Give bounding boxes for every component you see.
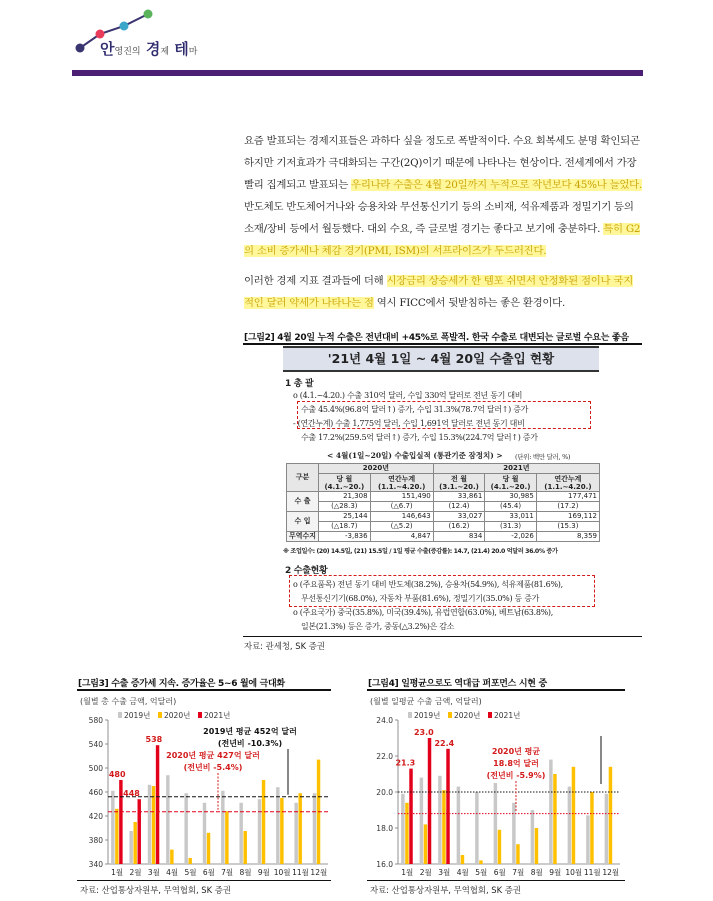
legend-label: 2021년 xyxy=(204,711,231,720)
table-cell: 33,011 xyxy=(485,512,537,522)
table-header: 2020년 xyxy=(319,464,434,474)
table-caption: < 4월(1일~20일) 수출입실적 (통관기준 잠정치) > xyxy=(327,451,503,460)
x-tick-label: 5월 xyxy=(475,868,488,877)
bar-2020년 xyxy=(535,828,538,864)
annotation-2019: (전년비 -10.3%) xyxy=(217,739,283,748)
figure4-subtitle: (월별 일평균 수출 금액, 억달러) xyxy=(370,697,482,706)
detail-line: o (주요국가) 중국(35.8%), 미국(39.4%), 유럽연합(63.0%), 베트남(63.8%), xyxy=(293,608,553,617)
detail-line: o (주요품목) 전년 동기 대비 반도체(38.2%), 승용차(54.9%), 석유제품(81.6%), xyxy=(293,580,563,589)
bar-2020년 xyxy=(133,822,136,864)
bar-2019년 xyxy=(494,783,497,864)
bar-2020년 xyxy=(609,767,612,864)
summary-line: 수출 17.2%(259.5억 달러↑) 증가, 수입 15.3%(224.7억 달러↑) 증가 xyxy=(301,433,538,442)
figure2-rule xyxy=(243,343,642,345)
table-cell: (31.3) xyxy=(485,522,537,532)
annotation-2020: 2020년 평균 xyxy=(491,747,541,756)
table-header: 당 월 (4.1.~20.) xyxy=(319,474,371,492)
table-cell: 21,308 xyxy=(319,492,371,502)
figure4-rule xyxy=(367,689,625,691)
y-tick-label: 18.0 xyxy=(376,824,393,833)
table-cell: 177,471 xyxy=(536,492,599,502)
table-cell: (△5.2) xyxy=(370,522,433,532)
bar-2020년 xyxy=(262,780,265,864)
legend-label: 2021년 xyxy=(494,711,521,720)
x-tick-label: 12월 xyxy=(310,868,328,877)
y-tick-label: 580 xyxy=(88,716,103,725)
x-tick-label: 10월 xyxy=(273,868,291,877)
data-label: 448 xyxy=(123,789,140,799)
bar-2019년 xyxy=(166,775,169,864)
bar-2020년 xyxy=(243,831,246,864)
figure4-bottom-rule xyxy=(367,880,625,881)
bar-2021년 xyxy=(119,780,122,864)
y-tick-label: 24.0 xyxy=(376,716,393,725)
bar-2021년 xyxy=(138,799,141,864)
paragraph-2: 이러한 경제 지표 결과들에 더해 시장금리 상승세가 한 템포 쉬면서 안정화된 점이나 국지적인 달러 약세가 나타나는 점 역시 FICC에서 뒷받침하는 좋은 환경이다. xyxy=(244,275,633,309)
bar-2021년 xyxy=(156,745,159,864)
bar-2019년 xyxy=(401,794,404,864)
y-tick-label: 22.0 xyxy=(376,752,393,761)
y-tick-label: 460 xyxy=(88,788,103,797)
data-label: 538 xyxy=(145,735,163,745)
y-tick-label: 16.0 xyxy=(376,860,393,869)
highlight-text: 우리나라 수출은 4월 20일까지 누적으로 작년보다 45%나 늘었다. xyxy=(351,179,642,191)
bar-2019년 xyxy=(420,778,423,864)
table-cell: 33,027 xyxy=(433,512,485,522)
table-header: 연간누계 (1.1.~4.20.) xyxy=(370,474,433,492)
table-cell: (△18.7) xyxy=(319,522,371,532)
table-header: 당 월 (4.1.~20.) xyxy=(485,474,537,492)
bar-2019년 xyxy=(549,760,552,864)
detail-line: 일본(21.3%) 등은 증가, 중동(△3.2%)은 감소 xyxy=(301,622,455,631)
figure3-title: [그림3] 수출 증가세 지속. 증가율은 5~6 월에 극대화 xyxy=(78,679,285,689)
figure3-chart xyxy=(78,708,334,880)
bar-2020년 xyxy=(152,786,155,864)
table-cell: 수 입 xyxy=(287,512,319,532)
annotation-2020: 2020년 평균 427억 달러 xyxy=(166,751,260,760)
table-cell: 151,490 xyxy=(370,492,433,502)
panel-title: '21년 4월 1일 ~ 4월 20일 수출입 현황 xyxy=(283,346,599,372)
logo-dot-icon xyxy=(76,44,85,53)
x-tick-label: 2월 xyxy=(129,868,142,877)
bar-2020년 xyxy=(207,833,210,864)
bar-2020년 xyxy=(188,858,191,864)
annotation-arrow-fig4 xyxy=(596,736,606,786)
bar-2020년 xyxy=(424,824,427,864)
annotation-2020: (전년비 -5.9%) xyxy=(486,771,546,780)
bar-2020년 xyxy=(280,798,283,864)
bar-2019년 xyxy=(111,791,114,864)
table-row xyxy=(287,512,600,522)
annotation-2020: (전년비 -5.4%) xyxy=(183,763,243,772)
legend-swatch xyxy=(448,712,452,718)
x-tick-label: 2월 xyxy=(419,868,432,877)
table-cell: 무역수지 xyxy=(287,532,319,542)
figure3-bottom-rule xyxy=(77,880,331,881)
table-cell: 33,861 xyxy=(433,492,485,502)
table-cell: -3,836 xyxy=(319,532,371,542)
figure3-source: 자료: 산업통상자원부, 무역협회, SK 증권 xyxy=(80,885,231,895)
table-cell: 4,847 xyxy=(370,532,433,542)
figure4-source: 자료: 산업통상자원부, 무역협회, SK 증권 xyxy=(370,885,521,895)
x-tick-label: 9월 xyxy=(549,868,562,877)
x-tick-label: 6월 xyxy=(202,868,215,877)
red-dashed-box xyxy=(297,401,591,429)
summary-line: 수출 45.4%(96.8억 달러↑) 증가, 수입 31.3%(78.7억 달러↑) 증가 xyxy=(301,405,529,414)
table-cell: 25,144 xyxy=(319,512,371,522)
bar-2019년 xyxy=(184,793,187,864)
annotation-2019: 2019년 평균 452억 달러 xyxy=(203,727,297,736)
table-header: 구분 xyxy=(287,464,319,492)
bar-2020년 xyxy=(442,790,445,864)
table-cell: -2,026 xyxy=(485,532,537,542)
x-tick-label: 8월 xyxy=(239,868,252,877)
export-table xyxy=(286,463,600,542)
bar-2020년 xyxy=(461,855,464,864)
bar-2019년 xyxy=(586,815,589,864)
table-cell: 146,643 xyxy=(370,512,433,522)
x-tick-label: 3월 xyxy=(147,868,160,877)
bar-2019년 xyxy=(531,810,534,864)
x-tick-label: 5월 xyxy=(184,868,197,877)
table-cell: (17.2) xyxy=(536,502,599,512)
summary-line: o (4.1.~4.20.) 수출 310억 달러, 수입 330억 달러로 전년 동기 대비 xyxy=(293,391,523,400)
table-row xyxy=(287,492,600,502)
bar-2020년 xyxy=(298,793,301,864)
data-label: 480 xyxy=(108,770,126,779)
bar-2020년 xyxy=(225,811,228,864)
bar-2021년 xyxy=(446,749,449,864)
x-tick-label: 9월 xyxy=(257,868,270,877)
table-cell: 30,985 xyxy=(485,492,537,502)
annotation-2020: 18.8억 달러 xyxy=(493,759,539,768)
table-cell: (16.2) xyxy=(433,522,485,532)
y-tick-label: 20.0 xyxy=(376,788,393,797)
highlight-text: 시장금리 상승세가 한 템포 쉬면서 안정화된 점이나 국지적인 달러 약세가 나타나는 점 xyxy=(244,275,633,309)
bar-2020년 xyxy=(553,774,556,864)
table-row xyxy=(287,522,600,532)
bar-2019년 xyxy=(313,793,316,864)
table-footnote: ※ 조업일수: (20) 14.5일, (21) 15.5일 / 1일 평균 수출(증감률): 14.7, (21.4) 20.0 억달러 36.0% 증가 xyxy=(283,548,558,555)
figure2-source: 자료: 관세청, SK 증권 xyxy=(244,641,325,651)
table-cell: 169,112 xyxy=(536,512,599,522)
table-cell: (45.4) xyxy=(485,502,537,512)
legend-label: 2020년 xyxy=(454,711,481,720)
header-bar xyxy=(72,70,643,76)
table-row xyxy=(287,502,600,512)
highlight-text: 특히 G2 의 소비 증가세나 체감 경기(PMI, ISM)의 서프라이즈가 두드러진다. xyxy=(244,223,641,257)
logo-text: 안영진의 경제 테마 xyxy=(100,40,198,58)
logo-dot-icon xyxy=(144,10,153,19)
figure3-subtitle: (월별 총 수출 금액, 억달러) xyxy=(80,697,177,706)
table-cell: (12.4) xyxy=(433,502,485,512)
bar-2019년 xyxy=(129,831,132,864)
table-cell: 수 출 xyxy=(287,492,319,512)
data-label: 21.3 xyxy=(395,758,416,768)
x-tick-label: 11월 xyxy=(292,868,309,877)
legend-swatch xyxy=(488,712,492,718)
bar-2020년 xyxy=(115,809,118,864)
figure4-chart xyxy=(366,708,626,880)
bar-2020년 xyxy=(516,844,519,864)
figure2-title: [그림2] 4월 20일 누적 수출은 전년대비 +45%로 폭발적. 한국 수출로 대변되는 글로벌 수요는 좋음 xyxy=(244,333,629,343)
table-header: 연간누계 (1.1.~4.20.) xyxy=(536,474,599,492)
bar-2019년 xyxy=(605,794,608,864)
bar-2021년 xyxy=(428,738,431,864)
y-tick-label: 500 xyxy=(88,764,103,773)
x-tick-label: 3월 xyxy=(438,868,451,877)
bar-2020년 xyxy=(590,792,593,864)
red-dashed-box xyxy=(289,575,595,607)
table-cell: (△6.7) xyxy=(370,502,433,512)
table-cell: 834 xyxy=(433,532,485,542)
x-tick-label: 8월 xyxy=(530,868,543,877)
figure2-bottom-rule xyxy=(243,636,642,637)
bar-2019년 xyxy=(258,799,261,864)
legend-swatch xyxy=(198,712,202,718)
table-unit: (단위: 백만 달러, %) xyxy=(515,453,571,461)
bar-2020년 xyxy=(479,860,482,864)
section-heading: 2 수출현황 xyxy=(285,566,328,576)
bar-2019년 xyxy=(457,787,460,864)
bar-2020년 xyxy=(405,803,408,864)
x-tick-label: 7월 xyxy=(221,868,234,877)
bar-2019년 xyxy=(512,803,515,864)
table-header: 전 월 (3.1.~20.) xyxy=(433,474,485,492)
legend-swatch xyxy=(118,712,122,718)
bar-2019년 xyxy=(276,787,279,864)
y-tick-label: 380 xyxy=(88,836,103,845)
table-cell: (15.3) xyxy=(536,522,599,532)
bar-2019년 xyxy=(438,776,441,864)
table-cell: 8,359 xyxy=(536,532,599,542)
x-tick-label: 11월 xyxy=(583,868,601,877)
paragraph-1: 요즘 발표되는 경제지표들은 과하다 싶을 정도로 폭발적이다. 수요 회복세도 분명 확인되곤 하지만 기저효과가 극대화되는 구간(2Q)이기 때문에 나타나는 현상이다. 전세계에서 가장 빨리 집계되고 발표되는 우리나라 수출은 4월 20일까지 누적으로 작년보다 45%나 늘었다. 반도체도 반도체어거나와 승용차와 무선통신기기 등의 소비재, 석유제품과 정밀기기 등의 소재/장비 등에서 월등했다. 대외 수요, 즉 글로벌 경기는 좋다고 보기에 충분하다. 특히 G2 의 소비 증가세나 체감 경기(PMI, ISM)의 서프라이즈가 두드러진다. xyxy=(244,135,642,257)
bar-2019년 xyxy=(475,792,478,864)
summary-line: - (연간누계) 수출 1,775억 달러, 수입 1,691억 달러로 전년 동기 대비 xyxy=(293,419,525,428)
x-tick-label: 6월 xyxy=(493,868,506,877)
table-cell: (△28.3) xyxy=(319,502,371,512)
x-tick-label: 1월 xyxy=(401,868,414,877)
logo-dot-icon xyxy=(120,22,129,31)
bar-2020년 xyxy=(572,767,575,864)
x-tick-label: 4월 xyxy=(456,868,469,877)
bar-2019년 xyxy=(221,791,224,864)
figure2-panel xyxy=(283,346,599,634)
x-tick-label: 7월 xyxy=(512,868,525,877)
detail-line: 무선통신기기(68.0%), 자동차 부품(81.6%), 정밀기기(35.0%) 등 증가 xyxy=(301,594,540,603)
legend-label: 2019년 xyxy=(414,711,441,720)
y-tick-label: 420 xyxy=(88,812,103,821)
legend-swatch xyxy=(408,712,412,718)
x-tick-label: 12월 xyxy=(602,868,620,877)
bar-2021년 xyxy=(409,769,412,864)
section-heading: 1 총 괄 xyxy=(285,379,314,389)
legend-swatch xyxy=(158,712,162,718)
bar-2020년 xyxy=(498,830,501,864)
legend-label: 2020년 xyxy=(164,711,191,720)
x-tick-label: 1월 xyxy=(111,868,124,877)
data-label: 23.0 xyxy=(413,728,434,737)
data-label: 22.4 xyxy=(434,738,455,748)
x-tick-label: 4월 xyxy=(166,868,179,877)
figure4-title: [그림4] 일평균으로도 역대급 퍼포먼스 시현 중 xyxy=(368,679,547,689)
table-header: 2021년 xyxy=(433,464,599,474)
y-tick-label: 340 xyxy=(88,860,103,869)
bar-2019년 xyxy=(568,787,571,864)
legend-label: 2019년 xyxy=(124,711,151,720)
x-tick-label: 10월 xyxy=(565,868,583,877)
figure3-rule xyxy=(77,689,331,691)
table-row xyxy=(287,532,600,542)
y-tick-label: 540 xyxy=(88,740,103,749)
bar-2020년 xyxy=(170,850,173,864)
